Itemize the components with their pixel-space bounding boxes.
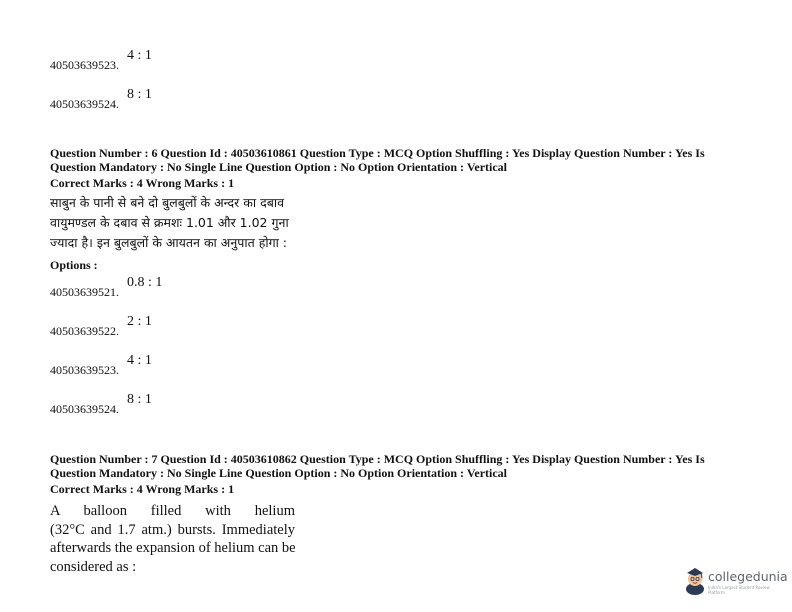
collegedunia-mascot-icon — [684, 565, 706, 595]
question-7-meta-line-1: Question Number : 7 Question Id : 40503610862 Question Type : MCQ Option Shuffling : Yes Display Question Number : Yes Is — [50, 452, 705, 466]
question-6-text — [50, 193, 289, 253]
question-text-line: A balloon filled with helium — [50, 503, 295, 519]
options-label: Options : — [50, 258, 98, 272]
option-id: 40503639522. — [50, 324, 119, 338]
question-6-meta-line-1: Question Number : 6 Question Id : 40503610861 Question Type : MCQ Option Shuffling : Yes Display Question Number : Yes Is — [50, 146, 705, 160]
option-id: 40503639521. — [50, 285, 119, 299]
option-value: 8 : 1 — [127, 87, 152, 102]
option-id: 40503639523. — [50, 363, 119, 377]
option-id: 40503639524. — [50, 402, 119, 416]
option-id: 40503639523. — [50, 58, 119, 72]
question-7-meta-line-2: Question Mandatory : No Single Line Question Option : No Option Orientation : Vertical — [50, 466, 508, 480]
question-7-text — [50, 502, 295, 576]
option-value: 0.8 : 1 — [127, 275, 163, 290]
question-7-marks: Correct Marks : 4 Wrong Marks : 1 — [50, 482, 235, 496]
question-text-line: साबुन के पानी से बने दो बुलबुलों के अन्दर का दबाव — [50, 195, 285, 210]
question-6-meta-line-2: Question Mandatory : No Single Line Question Option : No Option Orientation : Vertical — [50, 160, 508, 174]
watermark-tagline: India's Largest Student Review Platform — [708, 585, 770, 595]
option-value: 4 : 1 — [127, 353, 152, 368]
option-value: 4 : 1 — [127, 48, 152, 63]
option-value: 2 : 1 — [127, 314, 152, 329]
question-6-marks: Correct Marks : 4 Wrong Marks : 1 — [50, 176, 235, 190]
collegedunia-watermark — [684, 563, 788, 599]
question-text-line: ज्यादा है। इन बुलबुलों के आयतन का अनुपात होगा : — [50, 235, 288, 250]
question-text-line: considered as : — [50, 558, 137, 575]
option-id: 40503639524. — [50, 97, 119, 111]
question-text-line: afterwards the expansion of helium can be — [50, 540, 296, 556]
question-text-line: (32°C and 1.7 atm.) bursts. Immediately — [50, 521, 295, 538]
option-value: 8 : 1 — [127, 392, 152, 407]
watermark-name: collegedunia — [708, 569, 788, 584]
question-text-line: वायुमण्डल के दबाव से क्रमशः 1.01 और 1.02 गुना — [50, 215, 289, 230]
